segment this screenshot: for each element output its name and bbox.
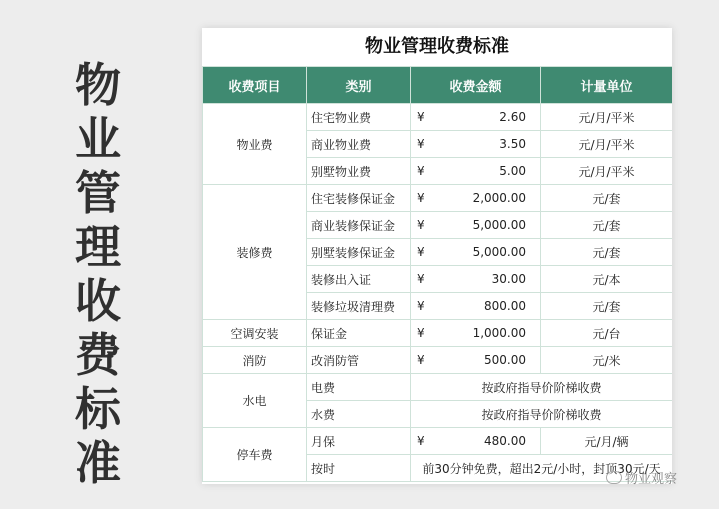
amount-cell [411,347,541,374]
currency-symbol: ¥ [417,326,425,340]
amount-cell [411,266,541,293]
side-title-char: 费 [75,328,121,382]
category-cell: 装修垃圾清理费 [307,293,411,320]
category-cell: 月保 [307,428,411,455]
side-title-char: 收 [75,274,121,328]
unit-cell: 元/月/平米 [541,158,673,185]
category-cell: 改消防管 [307,347,411,374]
note-cell: 前30分钟免费，超出2元/小时，封顶30元/天 [411,455,673,482]
currency-symbol: ¥ [417,110,425,124]
amount-value: 5,000.00 [472,245,526,259]
unit-cell: 元/米 [541,347,673,374]
fee-item-cell: 消防 [203,347,307,374]
amount-value: 2,000.00 [472,191,526,205]
currency-symbol: ¥ [417,353,425,367]
currency-symbol: ¥ [417,191,425,205]
amount-value: 1,000.00 [472,326,526,340]
note-cell: 按政府指导价阶梯收费 [411,374,673,401]
currency-symbol: ¥ [417,245,425,259]
unit-cell: 元/套 [541,239,673,266]
header-category: 类别 [307,67,411,104]
currency-symbol: ¥ [417,299,425,313]
table-body [203,104,673,482]
amount-value: 500.00 [484,353,526,367]
amount-value: 5.00 [499,164,526,178]
amount-cell [411,158,541,185]
fee-table-card [202,28,672,484]
fee-item-cell: 物业费 [203,104,307,185]
amount-value: 480.00 [484,434,526,448]
table-row [203,185,673,212]
side-title-char: 物 [75,58,121,112]
category-cell: 住宅装修保证金 [307,185,411,212]
unit-cell: 元/套 [541,212,673,239]
side-title-char: 管 [75,166,121,220]
currency-symbol: ¥ [417,164,425,178]
category-cell: 电费 [307,374,411,401]
category-cell: 住宅物业费 [307,104,411,131]
amount-value: 5,000.00 [472,218,526,232]
table-title: 物业管理收费标准 [365,36,509,57]
currency-symbol: ¥ [417,137,425,151]
table-row [203,374,673,401]
unit-cell: 元/月/辆 [541,428,673,455]
wechat-icon [606,471,622,484]
amount-cell [411,320,541,347]
fee-item-cell: 水电 [203,374,307,428]
category-cell: 别墅物业费 [307,158,411,185]
amount-value: 30.00 [491,272,526,286]
table-row [203,104,673,131]
header-amount: 收费金额 [411,67,541,104]
unit-cell: 元/套 [541,185,673,212]
category-cell: 按时 [307,455,411,482]
table-row [203,428,673,455]
amount-cell [411,185,541,212]
currency-symbol: ¥ [417,434,425,448]
fee-item-cell: 停车费 [203,428,307,482]
fee-item-cell: 空调安装 [203,320,307,347]
amount-cell [411,131,541,158]
category-cell: 装修出入证 [307,266,411,293]
header-unit: 计量单位 [541,67,673,104]
fee-item-cell: 装修费 [203,185,307,320]
side-title-char: 业 [75,112,121,166]
amount-value: 3.50 [499,137,526,151]
header-fee-item: 收费项目 [203,67,307,104]
category-cell: 商业装修保证金 [307,212,411,239]
amount-cell [411,293,541,320]
unit-cell: 元/台 [541,320,673,347]
amount-cell [411,428,541,455]
unit-cell: 元/套 [541,293,673,320]
amount-cell [411,239,541,266]
unit-cell: 元/月/平米 [541,104,673,131]
unit-cell: 元/本 [541,266,673,293]
table-row [203,320,673,347]
amount-value: 800.00 [484,299,526,313]
category-cell: 水费 [307,401,411,428]
side-title-char: 标 [75,382,121,436]
currency-symbol: ¥ [417,272,425,286]
amount-cell [411,212,541,239]
table-row [203,347,673,374]
currency-symbol: ¥ [417,218,425,232]
amount-value: 2.60 [499,110,526,124]
note-cell: 按政府指导价阶梯收费 [411,401,673,428]
category-cell: 保证金 [307,320,411,347]
side-title [62,58,134,490]
unit-cell: 元/月/平米 [541,131,673,158]
header-row [203,67,673,104]
category-cell: 别墅装修保证金 [307,239,411,266]
watermark-text: 物业观察 [625,472,678,487]
watermark [606,468,677,487]
category-cell: 商业物业费 [307,131,411,158]
side-title-char: 理 [75,220,121,274]
side-title-char: 准 [75,436,121,490]
amount-cell [411,104,541,131]
fee-table [202,66,672,482]
